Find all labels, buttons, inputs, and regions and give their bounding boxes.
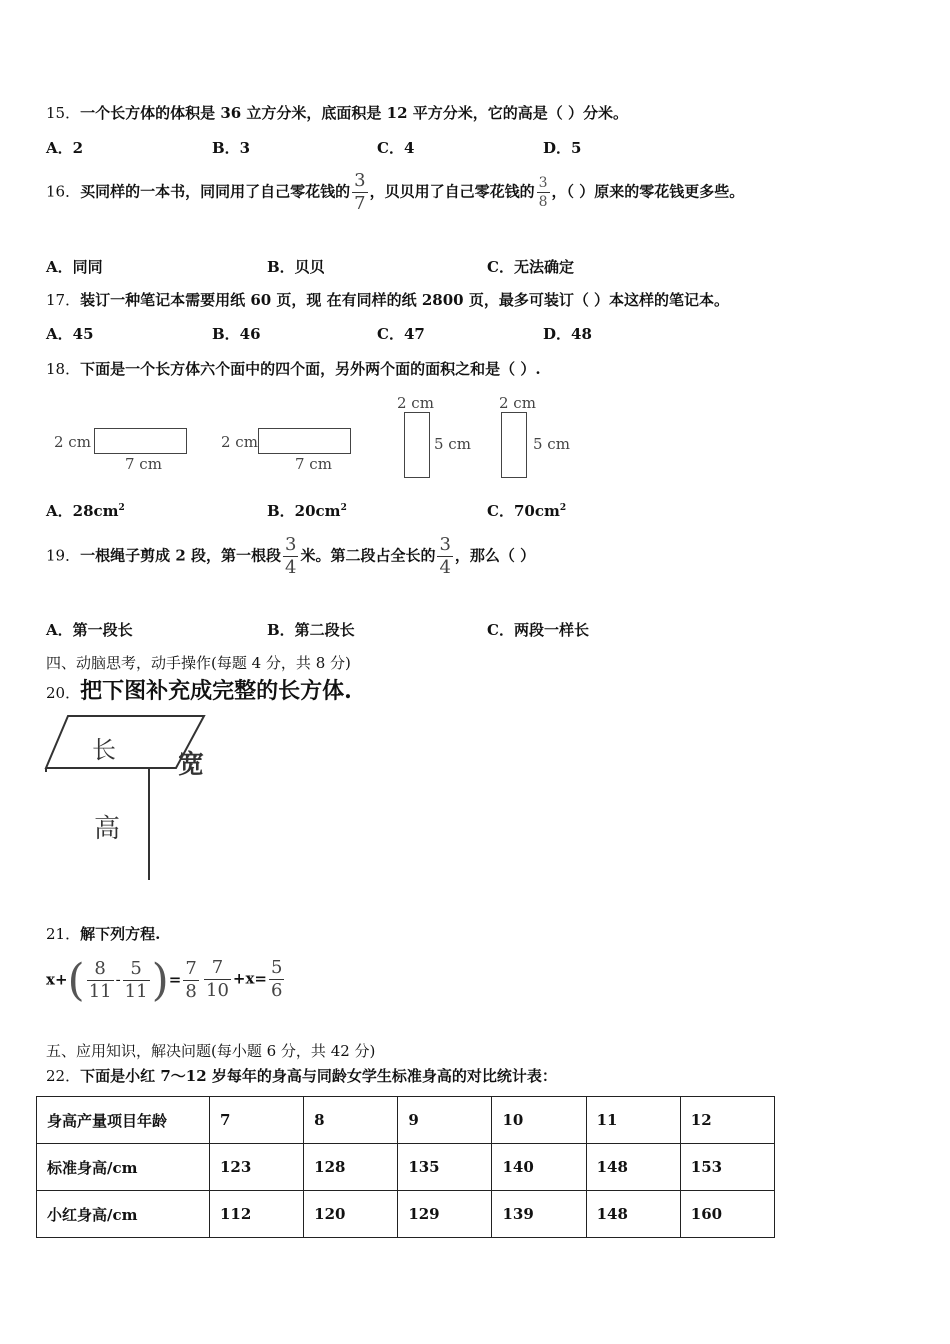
table-cell: 148 bbox=[586, 1144, 680, 1191]
width-label: 2 cm bbox=[499, 394, 536, 412]
question-text: 装订一种笔记本需要用纸 60 页，现 在有同样的纸 2800 页，最多可装订（ ）本这样的笔记本。 bbox=[80, 291, 730, 309]
option-c[interactable]: C．无法确定 bbox=[487, 258, 574, 276]
table-cell: 112 bbox=[210, 1191, 304, 1238]
question-text: 买同样的一本书，同同用了自己零花钱的 bbox=[80, 182, 351, 201]
option-b[interactable]: B．第二段长 bbox=[267, 621, 355, 639]
height-label: 5 cm bbox=[533, 435, 570, 453]
table-cell: 标准身高/cm bbox=[37, 1144, 210, 1191]
length-label: 长 bbox=[92, 736, 116, 764]
question-text: ，（ ）原来的零花钱更多些。 bbox=[551, 182, 745, 201]
table-cell: 小红身高/cm bbox=[37, 1191, 210, 1238]
question-22 bbox=[46, 1065, 557, 1086]
question-number: 17． bbox=[46, 291, 81, 309]
option-c[interactable]: C．$70cm^2$ bbox=[487, 502, 567, 520]
option-a[interactable]: A．45 bbox=[46, 325, 94, 343]
width-label: 2 cm bbox=[221, 433, 258, 451]
fraction: $\frac{8}{11}$ bbox=[88, 958, 112, 1002]
option-b[interactable]: B．贝贝 bbox=[267, 258, 325, 276]
table-cell: 12 bbox=[680, 1097, 774, 1144]
question-15 bbox=[46, 102, 628, 123]
question-18 bbox=[46, 358, 541, 379]
fraction: $\frac{3}{4}$ bbox=[284, 534, 297, 578]
face-rectangle bbox=[94, 428, 187, 454]
height-label: 5 cm bbox=[434, 435, 471, 453]
table-cell: 8 bbox=[304, 1097, 398, 1144]
table-cell: 160 bbox=[680, 1191, 774, 1238]
fraction: $\frac{5}{11}$ bbox=[124, 958, 148, 1002]
option-b[interactable]: B．3 bbox=[212, 139, 251, 157]
width-label: 2 cm bbox=[54, 433, 91, 451]
question-16 bbox=[46, 172, 744, 213]
question-text: ，贝贝用了自己零花钱的 bbox=[369, 182, 535, 201]
table-cell: 153 bbox=[680, 1144, 774, 1191]
cuboid-figure bbox=[40, 712, 280, 887]
table-cell: 120 bbox=[304, 1191, 398, 1238]
equation-1: x+( $\frac{8}{11}$ - $\frac{5}{11}$ )= $\frac{7}{8}$ bbox=[46, 955, 197, 1006]
table-cell: 身高产量项目年龄 bbox=[37, 1097, 210, 1144]
question-text: 下面是小红 7～12 岁每年的身高与同龄女学生标准身高的对比统计表： bbox=[80, 1067, 557, 1085]
table-cell: 7 bbox=[210, 1097, 304, 1144]
equation-2: $\frac{7}{10}$ +x= $\frac{5}{6}$ bbox=[206, 957, 283, 1001]
option-a[interactable]: A．$28cm^2$ bbox=[46, 502, 125, 520]
section-heading: 四、动脑思考，动手操作(每题 4 分，共 8 分) bbox=[46, 654, 351, 672]
table-cell: 129 bbox=[398, 1191, 492, 1238]
option-b[interactable]: B．46 bbox=[212, 325, 261, 343]
fraction: $\frac{3}{4}$ bbox=[439, 534, 451, 578]
question-number: 22． bbox=[46, 1067, 81, 1085]
fraction: $\frac{5}{6}$ bbox=[271, 957, 283, 1001]
table-cell: 139 bbox=[492, 1191, 586, 1238]
question-21 bbox=[46, 923, 160, 944]
height-label: 高 bbox=[94, 814, 121, 844]
table-row bbox=[37, 1144, 775, 1191]
option-c[interactable]: C．两段一样长 bbox=[487, 621, 589, 639]
question-number: 16． bbox=[46, 182, 81, 201]
question-number: 18． bbox=[46, 360, 81, 378]
question-text: 下面是一个长方体六个面中的四个面，另外两个面的面积之和是（ ）. bbox=[80, 360, 541, 378]
table-header-row bbox=[37, 1097, 775, 1144]
face-rectangle bbox=[258, 428, 351, 454]
section-heading: 五、应用知识，解决问题(每小题 6 分，共 42 分) bbox=[46, 1042, 376, 1060]
question-text: 解下列方程. bbox=[80, 925, 161, 943]
option-a[interactable]: A．第一段长 bbox=[46, 621, 133, 639]
fraction: $\frac{7}{10}$ bbox=[206, 957, 229, 1001]
fraction: $\frac{3}{8}$ bbox=[538, 175, 548, 210]
option-a[interactable]: A．同同 bbox=[46, 258, 103, 276]
fraction: $\frac{7}{8}$ bbox=[185, 958, 197, 1002]
face-rectangle bbox=[501, 412, 527, 478]
question-text: 一个长方体的体积是 36 立方分米，底面积是 12 平方分米，它的高是（ ）分米。 bbox=[80, 104, 628, 122]
option-c[interactable]: C．47 bbox=[377, 325, 425, 343]
table-cell: 9 bbox=[398, 1097, 492, 1144]
length-label: 7 cm bbox=[125, 455, 162, 473]
question-number: 21． bbox=[46, 925, 81, 943]
cuboid-drawing bbox=[40, 712, 280, 887]
table-row bbox=[37, 1191, 775, 1238]
table-cell: 148 bbox=[586, 1191, 680, 1238]
table-cell: 10 bbox=[492, 1097, 586, 1144]
question-17 bbox=[46, 289, 729, 310]
option-d[interactable]: D．5 bbox=[543, 139, 582, 157]
fraction: $\frac{3}{7}$ bbox=[354, 170, 366, 214]
question-text: ，那么（ ） bbox=[454, 546, 536, 565]
option-b[interactable]: B．$20cm^2$ bbox=[267, 502, 347, 520]
question-number: 15． bbox=[46, 104, 81, 122]
width-label: 2 cm bbox=[397, 394, 434, 412]
face-rectangle bbox=[404, 412, 430, 478]
height-comparison-table bbox=[36, 1096, 775, 1238]
question-20 bbox=[46, 674, 352, 705]
table-cell: 11 bbox=[586, 1097, 680, 1144]
table-cell: 123 bbox=[210, 1144, 304, 1191]
option-a[interactable]: A．2 bbox=[46, 139, 84, 157]
question-number: 20． bbox=[46, 684, 81, 702]
question-number: 19． bbox=[46, 546, 81, 565]
table-cell: 128 bbox=[304, 1144, 398, 1191]
question-text: 米。第二段占全长的 bbox=[300, 546, 436, 565]
option-d[interactable]: D．48 bbox=[543, 325, 592, 343]
question-text: 一根绳子剪成 2 段，第一根段 bbox=[80, 546, 281, 565]
question-text: 把下图补充成完整的长方体. bbox=[80, 678, 352, 704]
table-cell: 140 bbox=[492, 1144, 586, 1191]
option-c[interactable]: C．4 bbox=[377, 139, 415, 157]
question-19 bbox=[46, 536, 535, 577]
table-cell: 135 bbox=[398, 1144, 492, 1191]
width-label: 宽 bbox=[178, 750, 205, 780]
length-label: 7 cm bbox=[295, 455, 332, 473]
